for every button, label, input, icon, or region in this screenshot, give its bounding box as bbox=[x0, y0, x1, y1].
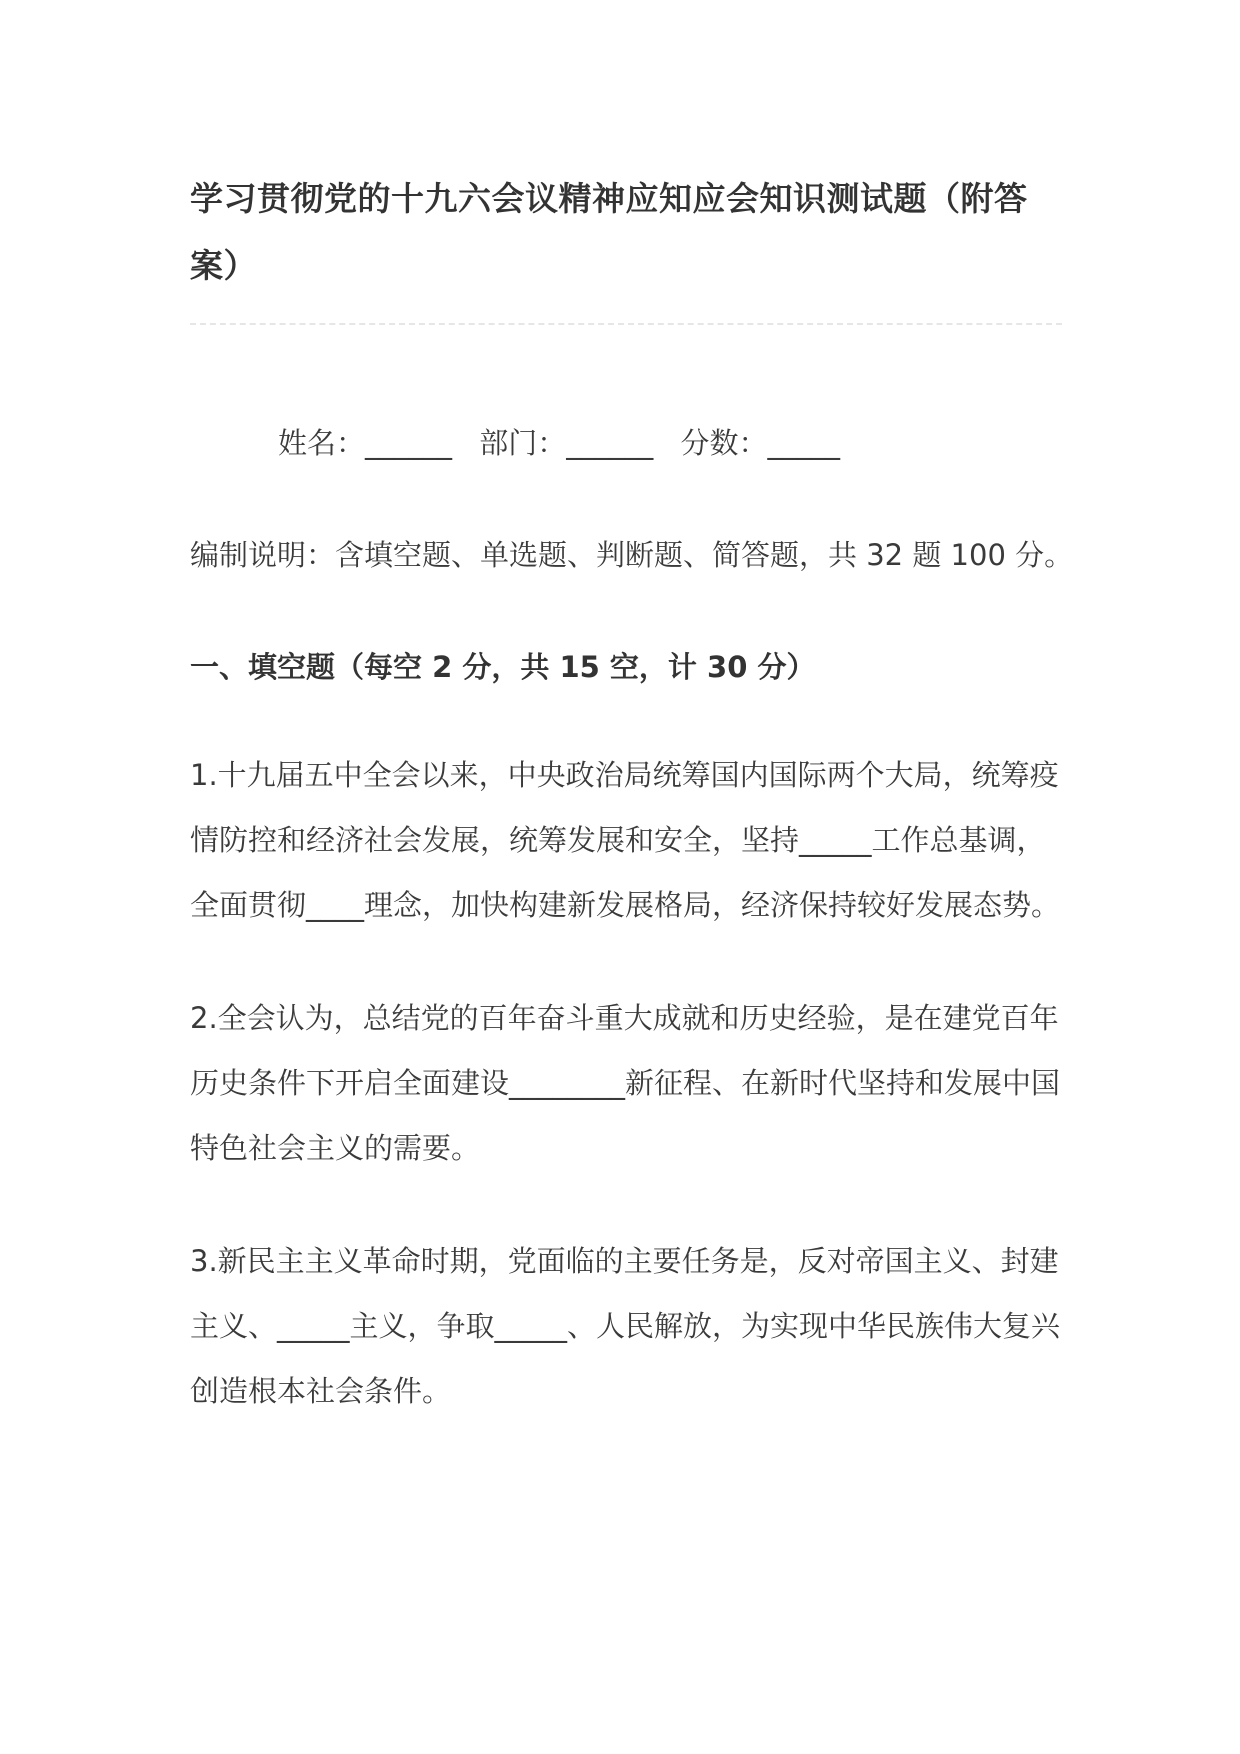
question-2: 2.全会认为，总结党的百年奋斗重大成就和历史经验，是在建党百年历史条件下开启全面建设________新征程、在新时代坚持和发展中国特色社会主义的需要。 bbox=[190, 1001, 1061, 1165]
department-field: 部门：______ bbox=[479, 426, 654, 460]
question-1: 1.十九届五中全会以来，中央政治局统筹国内国际两个大局，统筹疫情防控和经济社会发展，统筹发展和安全，坚持_____工作总基调，全面贯彻____理念，加快构建新发展格局，经济保持较好发展态势。 bbox=[190, 758, 1061, 922]
name-field: 姓名：______ bbox=[278, 426, 453, 460]
compilation-note: 编制说明：含填空题、单选题、判断题、简答题，共 32 题 100 分。 bbox=[190, 538, 1074, 572]
section-heading-fill-in: 一、填空题（每空 2 分，共 15 空，计 30 分） bbox=[190, 650, 816, 684]
question-3: 3.新民主主义革命时期，党面临的主要任务是，反对帝国主义、封建主义、_____主义，争取_____、人民解放，为实现中华民族伟大复兴创造根本社会条件。 bbox=[190, 1244, 1061, 1408]
score-field: 分数：_____ bbox=[680, 426, 840, 460]
title-divider bbox=[190, 323, 1062, 325]
document-title: 学习贯彻党的十九六会议精神应知应会知识测试题（附答案） bbox=[190, 179, 1028, 285]
document-content bbox=[190, 165, 1074, 1424]
info-line bbox=[190, 423, 1062, 463]
